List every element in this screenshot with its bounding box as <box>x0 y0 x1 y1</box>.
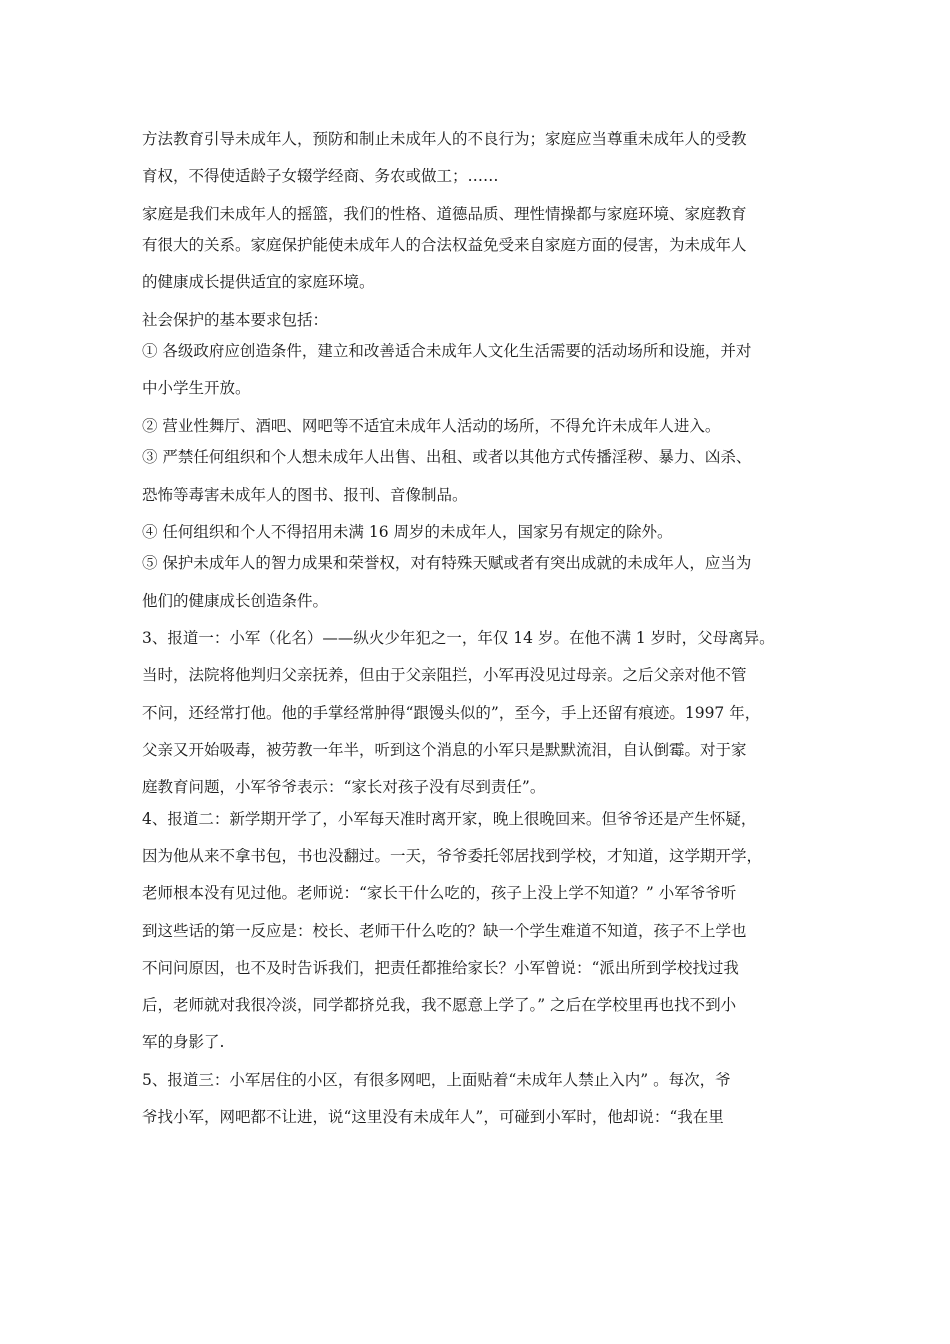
text-line-content: 父亲又开始吸毒，被劳教一年半，听到这个消息的小军只是默默流泪，自认倒霉。对于家 <box>142 740 747 759</box>
text-line <box>142 990 832 1027</box>
text-line <box>142 480 832 517</box>
text-line <box>142 772 832 804</box>
text-line-content: 因为他从来不拿书包，书也没翻过。一天，爷爷委托邻居找到学校，才知道，这学期开学， <box>142 846 763 865</box>
text-line-content: 军的身影了. <box>142 1033 225 1052</box>
text-line <box>142 124 832 161</box>
text-line <box>142 411 832 443</box>
text-line-content: 家庭是我们未成年人的摇篮，我们的性格、道德品质、理性情操都与家庭环境、家庭教育 <box>142 204 747 223</box>
text-line-content: 后，老师就对我很冷淡，同学都挤兑我，我不愿意上学了。” 之后在学校里再也找不到小 <box>142 996 737 1015</box>
text-line-content: 不问，还经常打他。他的手掌经常肿得“跟馒头似的”，至今，手上还留有痕迹。1997 年， <box>142 703 761 722</box>
text-line-content: 的健康成长提供适宜的家庭环境。 <box>142 273 375 292</box>
text-line <box>142 1027 832 1064</box>
text-line-content: 社会保护的基本要求包括： <box>142 310 329 329</box>
text-line-content: ③ 严禁任何组织和个人想未成年人出售、出租、或者以其他方式传播淫秽、暴力、凶杀、 <box>142 448 752 467</box>
text-line-content: 5、报道三：小军居住的小区，有很多网吧，上面贴着“未成年人禁止入内” 。每次，爷 <box>142 1070 731 1089</box>
text-line <box>142 161 832 198</box>
text-line <box>142 841 832 878</box>
text-line <box>142 953 832 990</box>
text-line-content: 爷找小军，网吧都不让进，说“这里没有未成年人”，可碰到小军时，他却说：“我在里 <box>142 1108 724 1127</box>
text-line <box>142 660 832 697</box>
text-line <box>142 199 832 231</box>
text-line-content: ① 各级政府应创造条件，建立和改善适合未成年人文化生活需要的活动场所和设施，并对 <box>142 342 752 361</box>
text-line <box>142 336 832 373</box>
text-line <box>142 916 832 953</box>
text-line-content: 不问问原因，也不及时告诉我们，把责任都推给家长？小军曾说：“派出所到学校找过我 <box>142 958 739 977</box>
text-line-content: 有很大的关系。家庭保护能使未成年人的合法权益免受来自家庭方面的侵害，为未成年人 <box>142 236 747 255</box>
text-line-content: 中小学生开放。 <box>142 379 251 398</box>
text-line-content: 3、报道一：小军（化名）——纵火少年犯之一，年仅 14 岁。在他不满 1 岁时，父母离异。 <box>142 628 775 647</box>
text-line <box>142 548 832 585</box>
text-line-content: 当时，法院将他判归父亲抚养，但由于父亲阻拦，小军再没见过母亲。之后父亲对他不管 <box>142 666 747 685</box>
text-line-content: ④ 任何组织和个人不得招用未满 16 周岁的未成年人，国家另有规定的除外。 <box>142 522 673 541</box>
text-line <box>142 1102 832 1139</box>
text-line <box>142 517 832 549</box>
text-line <box>142 305 832 337</box>
text-line <box>142 586 832 623</box>
text-line-content: 老师根本没有见过他。老师说：“家长干什么吃的，孩子上没上学不知道？” 小军爷爷听 <box>142 884 737 903</box>
text-line <box>142 1065 832 1102</box>
text-line-content: 恐怖等毒害未成年人的图书、报刊、音像制品。 <box>142 485 468 504</box>
text-line <box>142 230 832 267</box>
text-line <box>142 373 832 410</box>
text-line-content: 4、报道二：新学期开学了，小军每天准时离开家，晚上很晚回来。但爷爷还是产生怀疑， <box>142 809 757 828</box>
text-line <box>142 878 832 915</box>
text-line <box>142 804 832 841</box>
text-line-content: ② 营业性舞厅、酒吧、网吧等不适宜未成年人活动的场所，不得允许未成年人进入。 <box>142 416 721 435</box>
text-line-content: 庭教育问题，小军爷爷表示：“家长对孩子没有尽到责任”。 <box>142 778 546 797</box>
document-body <box>142 124 832 1139</box>
text-line-content: 到这些话的第一反应是：校长、老师干什么吃的？缺一个学生难道不知道，孩子不上学也 <box>142 921 747 940</box>
text-line <box>142 267 832 304</box>
text-line <box>142 442 832 479</box>
text-line <box>142 623 832 660</box>
text-line <box>142 698 832 735</box>
text-line-content: 育权，不得使适龄子女辍学经商、务农或做工；…… <box>142 167 499 186</box>
text-line-content: 方法教育引导未成年人，预防和制止未成年人的不良行为；家庭应当尊重未成年人的受教 <box>142 130 747 148</box>
text-line-content: ⑤ 保护未成年人的智力成果和荣誉权，对有特殊天赋或者有突出成就的未成年人，应当为 <box>142 554 752 573</box>
text-line <box>142 735 832 772</box>
text-line-content: 他们的健康成长创造条件。 <box>142 591 329 610</box>
